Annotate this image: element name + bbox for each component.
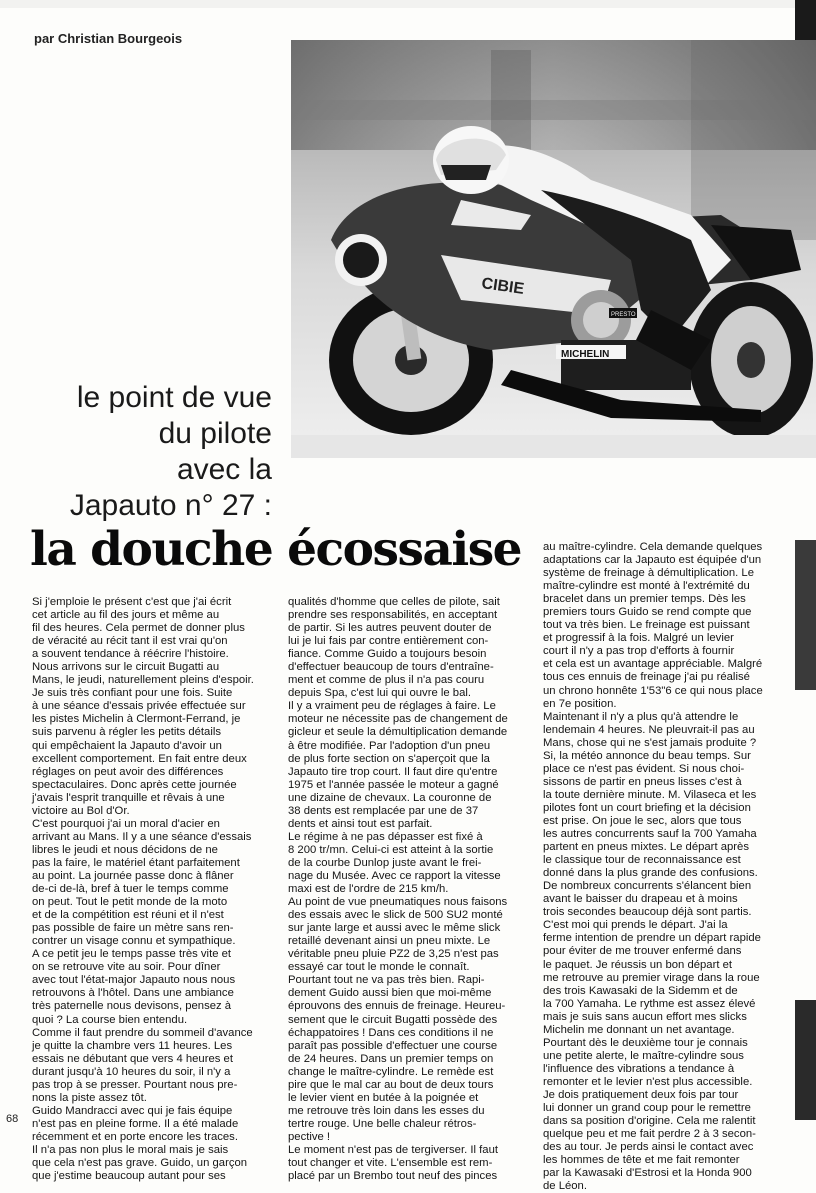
col1-line: pas la faire, le matériel étant parfaitement (32, 856, 240, 869)
col1-line: Nous arrivons sur le circuit Bugatti au (32, 661, 220, 674)
col1-line: Si j'emploie le présent c'est que j'ai écrit (32, 596, 232, 608)
subtitle-line-3: avec la (176, 453, 272, 486)
col1-line: et de la compétition est réuni et il n'est (32, 909, 224, 922)
col2-line: retaillé devenant ainsi un pneu mixte. Le (288, 935, 491, 948)
col1-line: cet article au fil des jours et même au (32, 609, 220, 622)
col2-line: échappatoires ! Dans ces conditions il ne (288, 1026, 494, 1039)
adjacent-page-edge-mid (795, 540, 816, 690)
col1-line: quoi ? La course bien entendu. (32, 1013, 188, 1026)
col3-line: tous ces ennuis de freinage j'ai pu réalisé (543, 671, 750, 684)
col2-line: essayé car tout le monde le connaît. (288, 961, 470, 974)
col3-line: le paquet. Je réussis un bon départ et (543, 958, 733, 971)
col1-line: Je suis très confiant pour une fois. Suite (32, 687, 233, 700)
col1-line: suis parvenu à régler les petits détails (32, 726, 222, 739)
motorcycle-racing-photo (291, 40, 816, 458)
col2-line: pective ! (288, 1130, 331, 1143)
byline: par Christian Bourgeois (34, 31, 183, 46)
col3-line: Je dois pratiquement deux fois par tour (543, 1088, 739, 1101)
col2-line: tout changer et vite. L'ensemble est rem- (288, 1157, 493, 1170)
col3-line: premiers tours Guido se rend compte que (543, 606, 752, 619)
col3-line: système de freinage à démultiplication. Le (543, 567, 754, 580)
col2-line: gicleur et seule la démultiplication demande (288, 726, 508, 739)
col3-line: Michelin me donnant un net avantage. (543, 1023, 735, 1036)
col2-line: Japauto tire trop court. Il faut dire qu'entre (288, 765, 498, 778)
col3-line: tout va très bien. Le freinage est puissant (543, 619, 750, 632)
col2-line: le levier vient en butée à la poignée et (288, 1091, 479, 1104)
col3-line: avant le baisser du drapeau et à moins (543, 893, 738, 906)
col2-line: sement que le circuit Bugatti possède des (288, 1013, 498, 1026)
col3-line: de Léon. (543, 1180, 587, 1193)
col2-line: de plus forte section on s'aperçoit que la (288, 752, 490, 765)
col2-line: qualités d'homme que celles de pilote, sait (288, 596, 500, 608)
col1-line: je quitte la chambre vers 11 heures. Les (32, 1039, 233, 1052)
col2-line: Il y a vraiment peu de réglages à faire. Le (288, 700, 496, 713)
col2-line: maxi est de l'ordre de 215 km/h. (288, 883, 449, 896)
col2-line: me retrouve très loin dans les esses du (288, 1104, 485, 1117)
col3-line: l'influence des vibrations a tendance à (543, 1062, 735, 1075)
col3-line: une petite alerte, le maître-cylindre sous (543, 1049, 744, 1062)
col3-line: la toute dernière minute. M. Vilaseca et les (543, 788, 757, 801)
col2-line: une dizaine de chevaux. La couronne de (288, 791, 492, 804)
adjacent-page-edge-top (795, 0, 816, 40)
col2-line: depuis Spa, c'est lui qui ouvre le bal. (288, 687, 472, 700)
col3-line: trois secondes beaucoup déjà sont partis. (543, 906, 752, 919)
col1-line: que cela n'est pas grave. Guido, un garçon (32, 1157, 248, 1170)
col1-line: très paternelle nous devisons, pensez à (32, 1000, 232, 1013)
fairing-sponsor-text: CIBIE (480, 275, 526, 298)
col1-line: nons la piste assez tôt. (32, 1091, 147, 1104)
page-top-edge (0, 0, 816, 8)
col3-line: remonter et le levier n'est plus accessible. (543, 1075, 753, 1088)
col3-line: le classique tour de reconnaissance est (543, 854, 741, 867)
col2-line: change le maître-cylindre. Le remède est (288, 1065, 494, 1078)
col3-line: et cela est un avantage appréciable. Malgré (543, 658, 763, 671)
col2-line: de la courbe Dunlop juste avant le frei- (288, 856, 482, 869)
col1-line: n'est pas en pleine forme. Il a été malade (32, 1117, 239, 1130)
col1-line: j'avais l'esprit tranquille et rêvais à une (32, 791, 225, 804)
col2-line: lui je lui fais par contre entièrement con- (288, 635, 489, 648)
col3-line: bracelet dans un premier temps. Dès les (543, 593, 746, 606)
col2-line: véritable pneu pluie PZ2 de 3,25 n'est pas (288, 948, 499, 961)
col3-line: adaptations car la Japauto est équipée d'un (543, 554, 762, 567)
col2-line: paraît pas possible d'effectuer une course (288, 1039, 498, 1052)
col3-line: C'est moi qui prends le départ. J'ai la (543, 919, 728, 932)
col3-line: par la Kawasaki d'Estrosi et la Honda 900 (543, 1167, 752, 1180)
col1-line: qui empêchaient la Japauto d'avoir un (32, 739, 222, 752)
col3-line: dans sa position d'origine. Cela me ralentit (543, 1115, 756, 1128)
col3-line: sissons de partir en pneus lisses c'est à (543, 775, 742, 788)
col1-line: pas trop à se presser. Pourtant nous pre- (32, 1078, 238, 1091)
subtitle-line-4: Japauto n° 27 : (69, 489, 272, 522)
col1-line: que j'estime beaucoup autant pour ses (32, 1170, 226, 1183)
col3-line: me retrouve au premier virage dans la roue (543, 971, 760, 984)
col3-line: pilotes font un court briefing et la décision (543, 801, 751, 814)
subtitle-line-2: du pilote (158, 417, 272, 450)
col3-line: la 700 Yamaha. Le rythme est assez élevé (543, 997, 756, 1010)
col2-line: Au point de vue pneumatiques nous faisons (288, 896, 508, 909)
col1-line: Il n'a pas non plus le moral mais je sais (32, 1143, 229, 1156)
col2-line: prendre ses responsabilités, en acceptant (288, 609, 498, 622)
col3-line: donné dans la plus grande des confusions. (543, 867, 758, 880)
sponsor-sticker-text: PRESTO (611, 312, 636, 318)
col2-line: 8 200 tr/mn. Celui-ci est atteint à la sortie (288, 843, 494, 856)
page-number: 68 (6, 1113, 19, 1125)
col3-line: des trois Kawasaki de la Sidemm et de (543, 984, 738, 997)
col2-line: d'effectuer beaucoup de tours d'entraîne- (288, 661, 494, 674)
col1-line: à une séance d'essais privée effectuée sur (32, 700, 246, 713)
article-headline: la douche écossaise (30, 522, 522, 577)
col1-line: Guido Mandracci avec qui je fais équipe (32, 1104, 233, 1117)
col2-line: des essais avec le slick de 500 SU2 monté (288, 909, 503, 922)
col3-line: un chrono honnête 1'53"6 ce qui nous place (543, 684, 763, 697)
col1-line: excellent comportement. En fait entre deux (32, 752, 247, 765)
col3-line: place ce n'est pas évident. Si nous choi- (543, 762, 745, 775)
col3-line: les hommes de tête et me fait remonter (543, 1154, 740, 1167)
col1-line: retrouvons à l'hôtel. Dans une ambiance (32, 987, 234, 1000)
col2-line: sur jante large et aussi avec le même slick (288, 922, 501, 935)
col3-line: et progressif à la fois. Malgré un levier (543, 632, 734, 645)
col3-line: en 7e position. (543, 697, 617, 710)
col1-line: C'est pourquoi j'ai un moral d'acier en (32, 817, 220, 830)
col2-line: à être modifiée. Par l'adoption d'un pneu (288, 739, 491, 752)
col1-line: de véracité au récit tant il est vrai qu'on (32, 635, 228, 648)
col3-line: ferme intention de prendre un départ rapide (543, 932, 761, 945)
col1-line: récemment et en porte encore les traces. (32, 1130, 238, 1143)
col1-line: arrivant au Mans. Il y a une séance d'essais (32, 830, 252, 843)
col2-line: tertre rouge. Une belle chaleur rétros- (288, 1117, 477, 1130)
col1-line: les pistes Michelin à Clermont-Ferrand, je (32, 713, 241, 726)
col3-line: lendemain 4 heures. Ne pleuvrait-il pas au (543, 723, 755, 736)
col2-line: éprouvons des ennuis de freinage. Heureu- (288, 1000, 506, 1013)
col1-line: essais ne débutant que vers 4 heures et (32, 1052, 233, 1065)
text-column-1 (32, 596, 275, 1183)
col3-line: quelque peu et me fait perdre 2 à 3 secon- (543, 1128, 756, 1141)
col1-line: victoire au Bol d'Or. (32, 804, 130, 817)
article-subtitle (0, 380, 272, 524)
col3-line: au maître-cylindre. Cela demande quelques (543, 541, 763, 553)
col3-line: maître-cylindre est monté à l'extrémité du (543, 580, 750, 593)
col2-line: dents et ainsi tout est parfait. (288, 817, 433, 830)
col1-line: a souvent tendance à réécrire l'histoire. (32, 648, 229, 661)
col3-line: lui donner un grand coup pour le remettre (543, 1102, 751, 1115)
col2-line: Le régime à ne pas dépasser est fixé à (288, 830, 483, 843)
col1-line: durant jusqu'à 10 heures du soir, il n'y a (32, 1065, 231, 1078)
col3-line: Mans, chose qui ne s'est jamais produite ? (543, 736, 757, 749)
col1-line: on peut. Tout le petit monde de la moto (32, 896, 228, 909)
col3-line: Pourtant dès le deuxième tour je connais (543, 1036, 748, 1049)
col3-line: De nombreux concurrents s'élancent bien (543, 880, 752, 893)
col3-line: les autres concurrents sauf la 700 Yamaha (543, 828, 757, 841)
col2-line: dement Guido aussi bien que moi-même (288, 987, 492, 1000)
col1-line: au point. La journée passe donc à flâner (32, 869, 234, 882)
col3-line: des au tour. Je perds ainsi le contact avec (543, 1141, 754, 1154)
col2-line: nage du Musée. Avec ce rapport la vitesse (288, 869, 501, 882)
col3-line: pour éviter de me trouver enfermé dans (543, 945, 742, 958)
adjacent-page-edge-bottom (795, 1000, 816, 1120)
col3-line: Maintenant il n'y a plus qu'à attendre le (543, 710, 739, 723)
col2-line: Pourtant tout ne va pas très bien. Rapi- (288, 974, 485, 987)
col1-line: Mans, le jeudi, naturellement pleins d'espoir. (32, 674, 254, 687)
col2-line: de partir. Si les autres peuvent douter de (288, 622, 492, 635)
col1-line: de-ci de-là, bref à tuer le temps comme (32, 883, 229, 896)
col3-line: Si, la météo annonce du beau temps. Sur (543, 749, 751, 762)
col1-line: Comme il faut prendre du sommeil d'avance (32, 1026, 253, 1039)
col1-line: spectaculaires. Donc après cette journée (32, 778, 237, 791)
col1-line: avec tout l'état-major Japauto nous nous (32, 974, 236, 987)
col1-line: A ce petit jeu le temps passe très vite et (32, 948, 232, 961)
col2-line: moteur ne nécessite pas de changement de (288, 713, 508, 726)
col2-line: 1975 et l'année passée le moteur a gagné (288, 778, 499, 791)
col2-line: pire que le mal car au bout de deux tours (288, 1078, 494, 1091)
col2-line: fiance. Comme Guido a toujours besoin (288, 648, 487, 661)
text-column-3 (543, 541, 786, 1193)
col2-line: de 24 heures. Dans un premier temps on (288, 1052, 494, 1065)
col3-line: mais je suis sans aucun effort mes slicks (543, 1010, 747, 1023)
col1-line: on se retrouve vite au soir. Pour dîner (32, 961, 221, 974)
col1-line: fil des heures. Cela permet de donner plus (32, 622, 245, 635)
col2-line: placé par un Brembo tout neuf des pinces (288, 1170, 498, 1183)
col3-line: court il n'y a pas trop d'efforts à fournir (543, 645, 735, 658)
text-column-2 (288, 596, 531, 1183)
col1-line: contrer un visage connu et sympathique. (32, 935, 236, 948)
col1-line: libres le jeudi et nous décidons de ne (32, 843, 218, 856)
tyre-brand-text: MICHELIN (561, 349, 610, 360)
col3-line: est prise. On joue le sec, alors que tous (543, 814, 742, 827)
col1-line: réglages on peut avoir des différences (32, 765, 224, 778)
col2-line: ment et comme de plus il n'a pas couru (288, 674, 485, 687)
col2-line: Le moment n'est pas de tergiverser. Il faut (288, 1143, 499, 1156)
col1-line: pas possible de faire un mètre sans ren- (32, 922, 234, 935)
subtitle-line-1: le point de vue (76, 381, 272, 414)
col2-line: 38 dents est remplacée par une de 37 (288, 804, 479, 817)
col3-line: partent en pneus mixtes. Le départ après (543, 841, 749, 854)
